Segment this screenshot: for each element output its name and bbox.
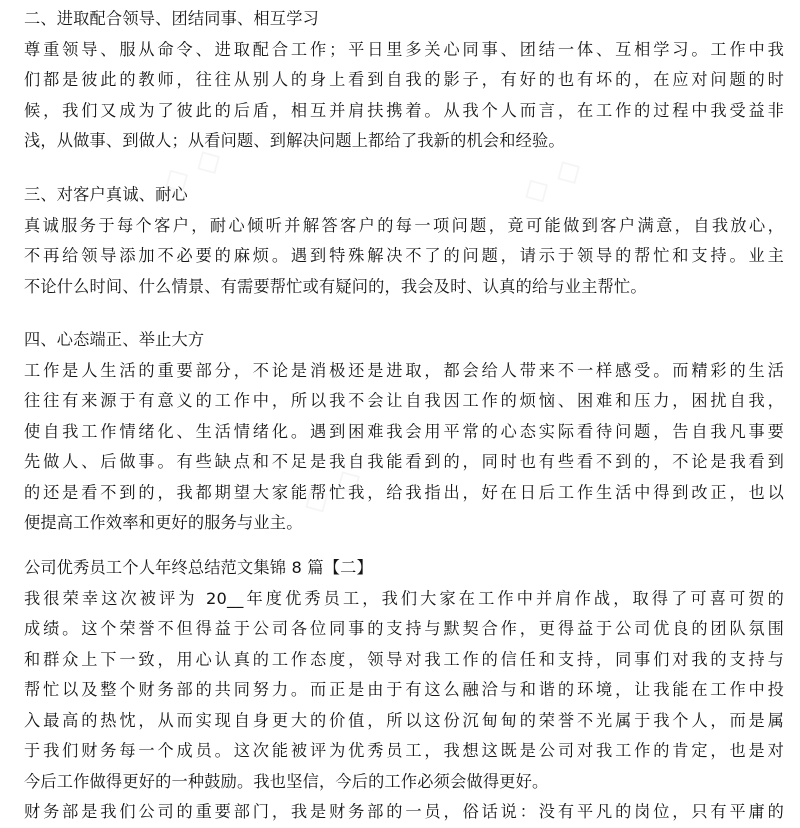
paragraph-line: 真诚服务于每个客户，耐心倾听并解答客户的每一项问题，竟可能做到客户满意，自我放心， xyxy=(24,215,784,235)
section-heading: 三、对客户真诚、耐心 xyxy=(24,185,188,204)
paragraph-line: 和群众上下一致，用心认真的工作态度，领导对我工作的信任和支持，同事们对我的支持与 xyxy=(24,649,784,669)
paragraph-line: 的还是看不到的，我都期望大家能帮忙我，给我指出，好在日后工作生活中得到改正，也以 xyxy=(24,482,784,502)
paragraph-line: 们都是彼此的教师，往往从别人的身上看到自我的影子，有好的也有坏的，在应对问题的时 xyxy=(24,70,784,89)
section-heading: 四、心态端正、举止大方 xyxy=(24,330,205,349)
paragraph-line: 我很荣幸这次被评为 20__年度优秀员工，我们大家在工作中并肩作战，取得了可喜可贺的 xyxy=(24,588,784,608)
paragraph-line: 不论什么时间、什么情景、有需要帮忙或有疑问的，我会及时、认真的给与业主帮忙。 xyxy=(24,276,647,296)
paragraph-line: 今后工作做得更好的一种鼓励。我也坚信，今后的工作必须会做得更好。 xyxy=(24,771,549,791)
article-2 xyxy=(24,553,784,828)
paragraph-line: 帮忙以及整个财务部的共同努力。而正是由于有这么融洽与和谐的环境，让我能在工作中投 xyxy=(24,680,784,699)
paragraph-line: 工作是人生活的重要部分，不论是消极还是进取，都会给人带来不一样感受。而精彩的生活 xyxy=(24,360,784,380)
paragraph-line: 往往有来源于有意义的工作中，所以我不会让自我因工作的烦恼、困难和压力，困扰自我， xyxy=(24,391,784,410)
paragraph-line: 不再给领导添加不必要的麻烦。遇到特殊解决不了的问题，请示于领导的帮忙和支持。业主 xyxy=(24,246,784,265)
section-3 xyxy=(24,180,784,302)
article-title: 公司优秀员工个人年终总结范文集锦 8 篇【二】 xyxy=(24,558,373,577)
paragraph-line: 尊重领导、服从命令、进取配合工作；平日里多关心同事、团结一体、互相学习。工作中我 xyxy=(24,39,784,59)
paragraph-line: 于我们财务每一个成员。这次能被评为优秀员工，我想这既是公司对我工作的肯定，也是对 xyxy=(24,741,784,760)
paragraph-line: 财务部是我们公司的重要部门，我是财务部的一员，俗话说：没有平凡的岗位，只有平庸的 xyxy=(24,802,784,821)
paragraph-line: 浅，从做事、到做人；从看问题、到解决问题上都给了我新的机会和经验。 xyxy=(24,131,565,150)
paragraph-line: 便提高工作效率和更好的服务与业主。 xyxy=(24,513,303,532)
watermark: ◇ ◇ xyxy=(514,146,589,214)
section-heading: 二、进取配合领导、团结同事、相互学习 xyxy=(24,9,319,28)
paragraph-line: 入最高的热忱，从而实现自身更大的价值，所以这份沉甸甸的荣誉不光属于我个人，而是属 xyxy=(24,710,784,730)
section-2 xyxy=(24,4,784,157)
paragraph-line: 使自我工作情绪化、生活情绪化。遇到困难我会用平常的心态实际看待问题，告自我凡事要 xyxy=(24,421,784,441)
paragraph-line: 成绩。这个荣誉不但得益于公司各位同事的支持与默契合作，更得益于公司优良的团队氛围 xyxy=(24,619,784,638)
watermark: ◇ ◇ xyxy=(154,136,229,204)
paragraph-line: 候，我们又成为了彼此的后盾，相互并肩扶携着。从我个人而言，在工作的过程中我受益非 xyxy=(24,100,784,120)
section-4 xyxy=(24,325,784,539)
paragraph-line: 先做人、后做事。有些缺点和不足是我自我能看到的，同时也有些看不到的，不论是我看到 xyxy=(24,452,784,471)
watermark: ◇ ◇ xyxy=(294,456,369,524)
